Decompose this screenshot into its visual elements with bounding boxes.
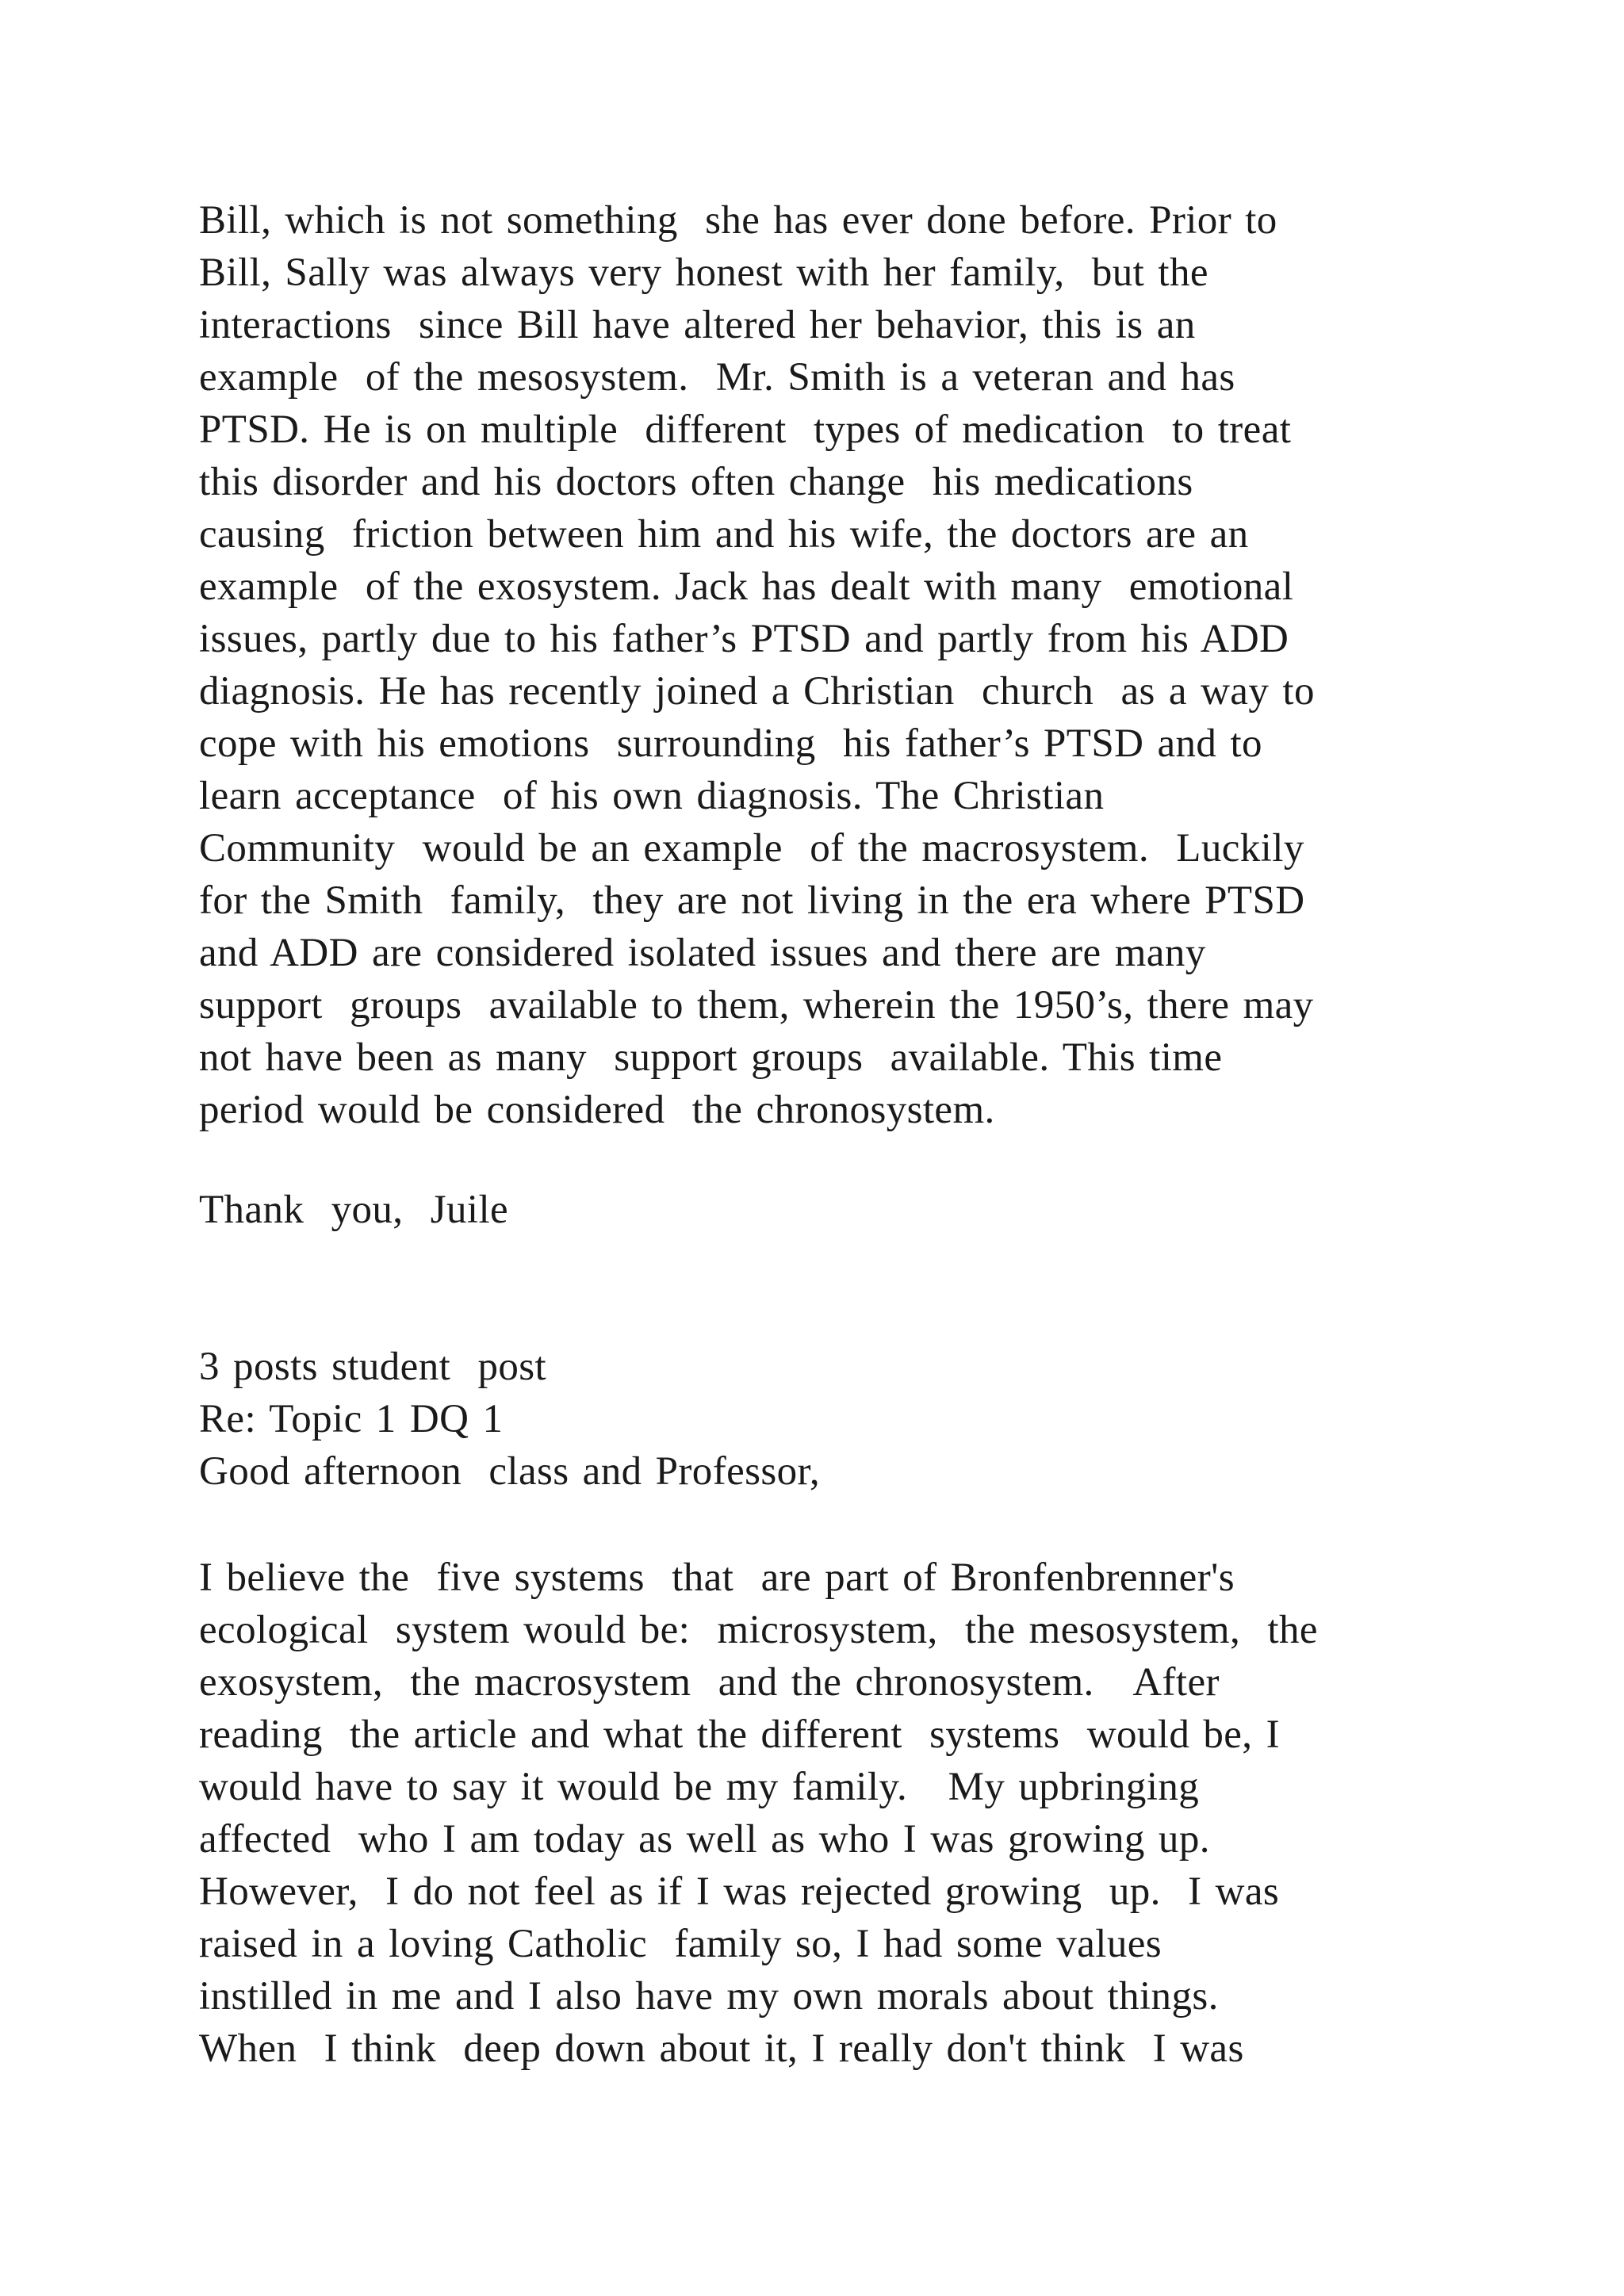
text-line: I believe the five systems that are part of Bronfenbrenner's xyxy=(199,1556,1235,1600)
signoff: Thank you, Juile xyxy=(199,1188,509,1232)
text-line: learn acceptance of his own diagnosis. The Christian xyxy=(199,774,1105,818)
text-line: instilled in me and I also have my own morals about things. xyxy=(199,1974,1219,2019)
text-line: Bill, Sally was always very honest with her family, but the xyxy=(199,251,1208,295)
text-line: However, I do not feel as if I was rejected growing up. I was xyxy=(199,1869,1280,1914)
post-greeting: Good afternoon class and Professor, xyxy=(199,1449,821,1494)
text-line: raised in a loving Catholic family so, I had some values xyxy=(199,1922,1162,1966)
text-line: affected who I am today as well as who I was growing up. xyxy=(199,1817,1210,1862)
text-line: exosystem, the macrosystem and the chronosystem. After xyxy=(199,1660,1220,1705)
text-line: and ADD are considered isolated issues and there are many xyxy=(199,931,1206,975)
post-meta: 3 posts student post xyxy=(199,1345,547,1389)
text-line: support groups available to them, wherein the 1950’s, there may xyxy=(199,983,1314,1027)
text-line: PTSD. He is on multiple different types of medication to treat xyxy=(199,408,1292,452)
reply-one-body xyxy=(199,194,1515,1136)
text-line: not have been as many support groups available. This time xyxy=(199,1035,1223,1080)
reply-two-header xyxy=(199,1341,1515,1498)
text-line: ecological system would be: microsystem, the mesosystem, the xyxy=(199,1608,1318,1652)
text-line: example of the mesosystem. Mr. Smith is a veteran and has xyxy=(199,355,1235,400)
text-line: this disorder and his doctors often change his medications xyxy=(199,460,1193,504)
text-line: reading the article and what the different systems would be, I xyxy=(199,1712,1280,1757)
text-line: diagnosis. He has recently joined a Christian church as a way to xyxy=(199,669,1315,714)
text-line: Community would be an example of the macrosystem. Luckily xyxy=(199,826,1304,871)
post-subject: Re: Topic 1 DQ 1 xyxy=(199,1397,504,1441)
text-line: When I think deep down about it, I really don't think I was xyxy=(199,2026,1244,2071)
text-line: Bill, which is not something she has ever done before. Prior to xyxy=(199,198,1277,243)
reply-two-body xyxy=(199,1552,1515,2075)
text-line: cope with his emotions surrounding his father’s PTSD and to xyxy=(199,721,1262,766)
text-line: issues, partly due to his father’s PTSD and partly from his ADD xyxy=(199,617,1289,661)
text-line: interactions since Bill have altered her behavior, this is an xyxy=(199,303,1196,347)
text-line: example of the exosystem. Jack has dealt with many emotional xyxy=(199,564,1294,609)
reply-one-signoff-block xyxy=(199,1184,1515,1236)
text-line: for the Smith family, they are not living in the era where PTSD xyxy=(199,878,1305,923)
text-line: period would be considered the chronosystem. xyxy=(199,1088,995,1132)
text-line: would have to say it would be my family. My upbringing xyxy=(199,1765,1200,1809)
text-line: causing friction between him and his wife, the doctors are an xyxy=(199,512,1249,557)
